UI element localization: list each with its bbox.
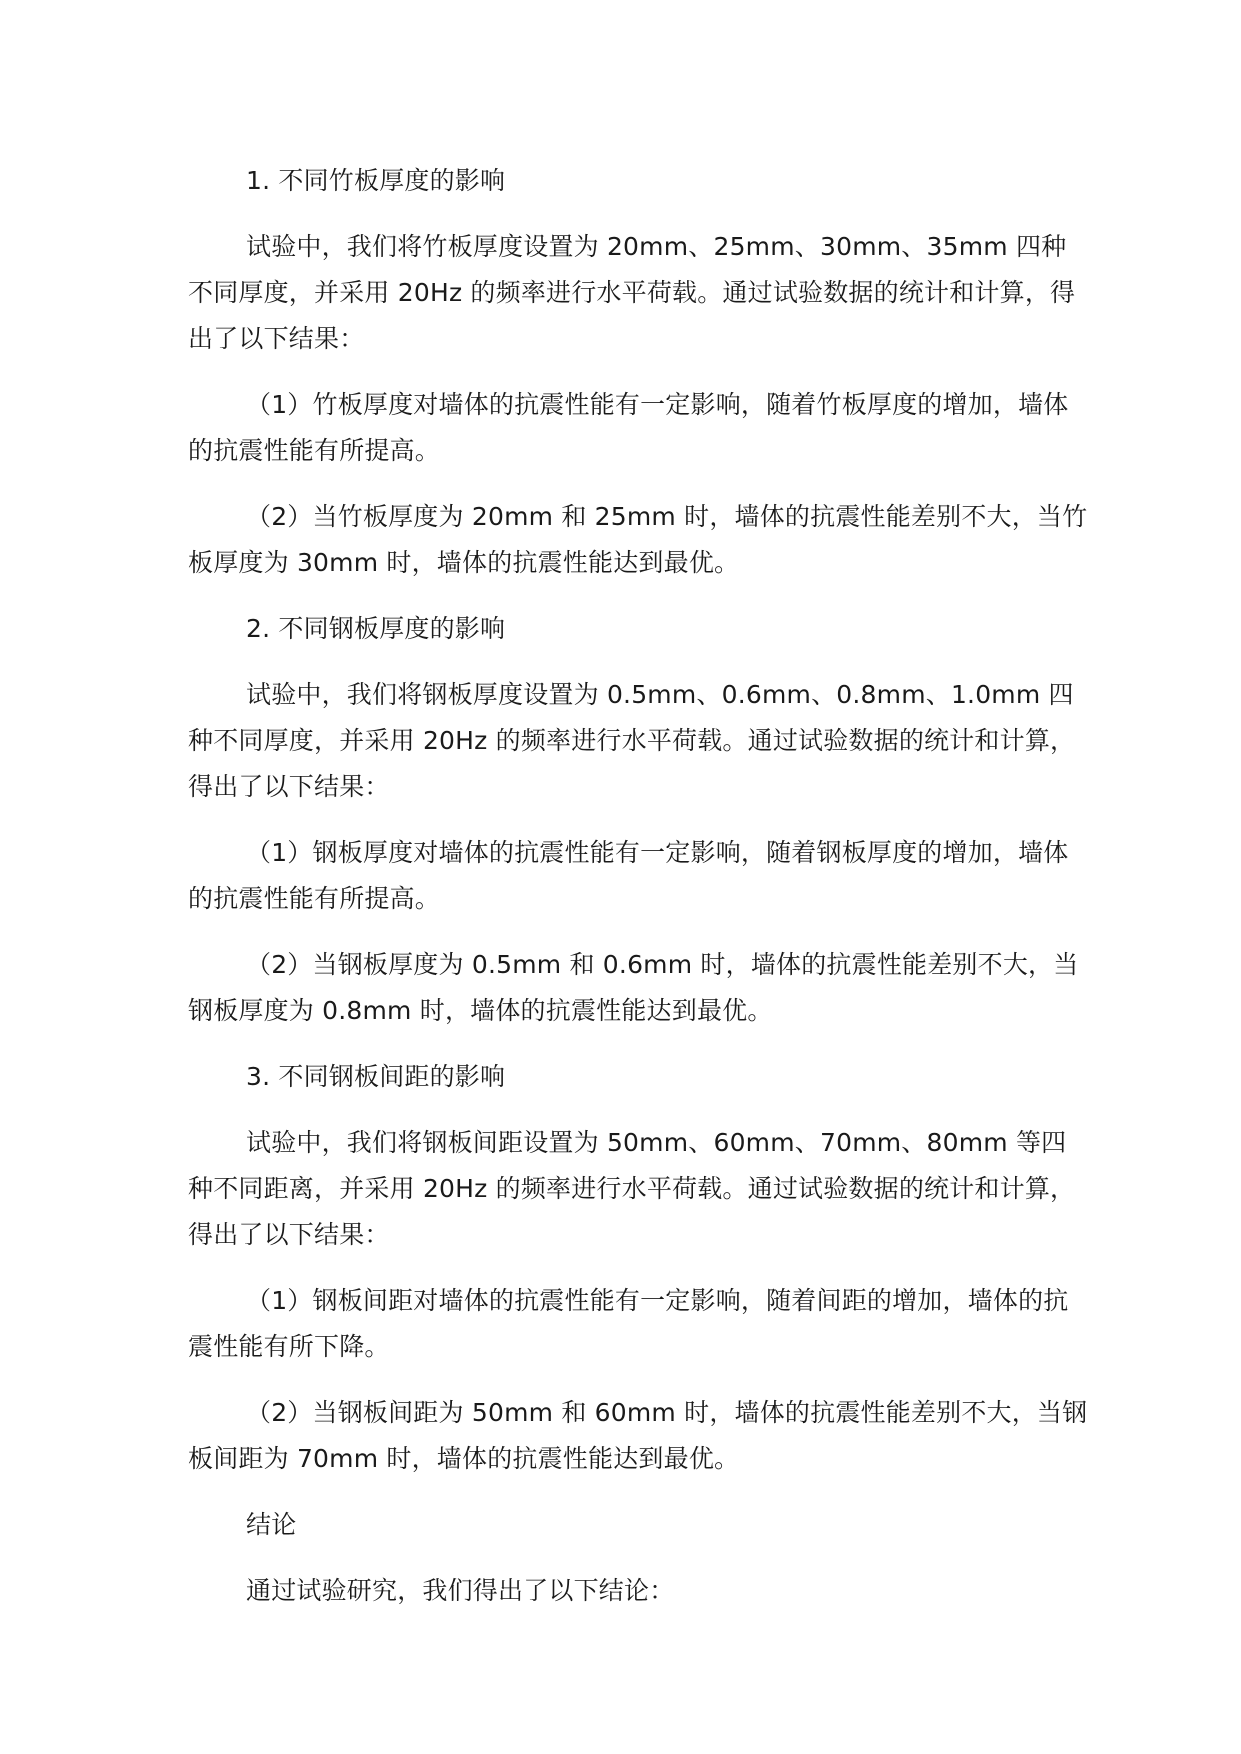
paragraph-bamboo-result-1: （1）竹板厚度对墙体的抗震性能有一定影响，随着竹板厚度的增加，墙体的抗震性能有所提高。 <box>188 390 1069 465</box>
paragraph-bamboo-experiment: 试验中，我们将竹板厚度设置为 20mm、25mm、30mm、35mm 四种不同厚度，并采用 20Hz 的频率进行水平荷载。通过试验数据的统计和计算，得出了以下结果： <box>188 232 1076 353</box>
paragraph-steel-result-2: （2）当钢板厚度为 0.5mm 和 0.6mm 时，墙体的抗震性能差别不大，当钢板厚度为 0.8mm 时，墙体的抗震性能达到最优。 <box>188 950 1079 1025</box>
section-heading-bamboo-thickness: 1. 不同竹板厚度的影响 <box>246 166 506 195</box>
paragraph-spacing-experiment: 试验中，我们将钢板间距设置为 50mm、60mm、70mm、80mm 等四种不同距离，并采用 20Hz 的频率进行水平荷载。通过试验数据的统计和计算，得出了以下结果： <box>188 1128 1076 1249</box>
section-heading-steel-spacing: 3. 不同钢板间距的影响 <box>246 1062 506 1091</box>
document-body <box>188 158 1088 1634</box>
section-heading-steel-thickness: 2. 不同钢板厚度的影响 <box>246 614 506 643</box>
paragraph-steel-experiment: 试验中，我们将钢板厚度设置为 0.5mm、0.6mm、0.8mm、1.0mm 四种不同厚度，并采用 20Hz 的频率进行水平荷载。通过试验数据的统计和计算，得出了以下结果： <box>188 680 1076 801</box>
paragraph-conclusion-intro: 通过试验研究，我们得出了以下结论： <box>246 1576 675 1605</box>
paragraph-spacing-result-2: （2）当钢板间距为 50mm 和 60mm 时，墙体的抗震性能差别不大，当钢板间距为 70mm 时，墙体的抗震性能达到最优。 <box>188 1398 1088 1473</box>
paragraph-spacing-result-1: （1）钢板间距对墙体的抗震性能有一定影响，随着间距的增加，墙体的抗震性能有所下降。 <box>188 1286 1069 1361</box>
paragraph-steel-result-1: （1）钢板厚度对墙体的抗震性能有一定影响，随着钢板厚度的增加，墙体的抗震性能有所提高。 <box>188 838 1069 913</box>
paragraph-bamboo-result-2: （2）当竹板厚度为 20mm 和 25mm 时，墙体的抗震性能差别不大，当竹板厚度为 30mm 时，墙体的抗震性能达到最优。 <box>188 502 1088 577</box>
section-heading-conclusion: 结论 <box>246 1510 297 1539</box>
